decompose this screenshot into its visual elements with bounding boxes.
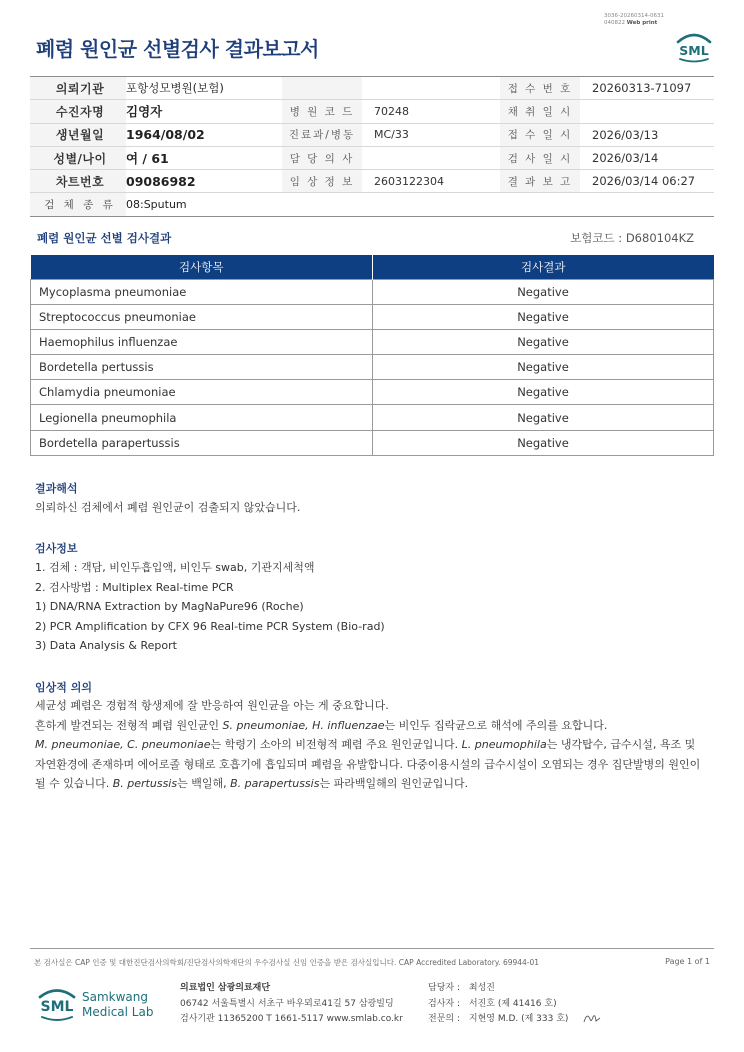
info-value: MC/33 (362, 123, 500, 146)
result-item: Bordetella pertussis (31, 355, 373, 380)
col-header-item: 검사항목 (31, 255, 373, 279)
info-value: 09086982 (126, 170, 282, 193)
results-table (30, 255, 714, 456)
result-value: Negative (373, 329, 714, 354)
test-info-heading: 검사정보 (35, 542, 78, 555)
test-info-lines (35, 558, 715, 656)
result-row (31, 329, 714, 354)
info-value (362, 146, 500, 169)
result-item: Mycoplasma pneumoniae (31, 279, 373, 304)
info-value: 2603122304 (362, 170, 500, 193)
test-info-line: 1) DNA/RNA Extraction by MagNaPure96 (Roche) (35, 600, 304, 614)
sml-logo (672, 26, 716, 64)
info-value (580, 100, 714, 123)
accreditation-note: 본 검사실은 CAP 인증 및 대한진단검사의학회/진단검사의학재단의 우수검사실 신임 인증을 받은 검사실입니다. CAP Accredited Laboratory. 69944-01 (34, 958, 540, 967)
results-section-title: 폐렴 원인균 선별 검사결과 (37, 231, 172, 245)
clinical-heading: 임상적 의의 (35, 681, 92, 694)
result-row (31, 355, 714, 380)
svg-text:Medical Lab: Medical Lab (82, 1005, 154, 1019)
info-label: 결 과 보 고 (500, 170, 580, 193)
col-header-result: 검사결과 (373, 255, 714, 279)
result-value: Negative (373, 304, 714, 329)
info-value: 2026/03/13 (580, 123, 714, 146)
info-value: 2026/03/14 06:27 (580, 170, 714, 193)
test-info-line: 2. 검사방법 : Multiplex Real-time PCR (35, 580, 234, 594)
staff-info: 담당자 : 최성진 검사자 : 서진호 (제 41416 호) 전문의 : 지현영 M.D. (제 333 호) (428, 983, 569, 1024)
info-value (362, 77, 500, 100)
info-value: 1964/08/02 (126, 123, 282, 146)
org-name: 의료법인 삼광의료재단 (180, 983, 271, 993)
staff-specialist: 지현영 M.D. (제 333 호) (468, 1014, 569, 1024)
result-row (31, 304, 714, 329)
staff-manager: 최성진 (468, 983, 495, 993)
clinical-text: 세균성 폐렴은 경험적 항생제에 잘 반응하여 원인균을 아는 게 중요합니다. 흔하게 발견되는 전형적 폐렴 원인균인 S. pneumoniae, H. influenzae는 비인두 집락균으로 해석에 주의를 요합니다. M. pneumoniae, C. pneumoniae는 학령기 소아의 비전형적 폐렴 주요 원인균입니다. L. pneumophila는 냉각탑수, 급수시설, 욕조 및 자연환경에 존재하며 에어로졸 형태로 호흡기에 흡입되며 폐렴을 유발합니다. 다중이용시설의 급수시설이 오염되는 경우 집단발병의 원인이 될 수 있습니다. B. pertussis는 백일해, B. parapertussis는 파라백일해의 원인균입니다. (35, 699, 701, 791)
org-address: 06742 서울특별시 서초구 바우뫼로41길 57 삼광빌딩 (180, 998, 394, 1009)
svg-text:SML: SML (40, 999, 74, 1015)
result-item: Bordetella parapertussis (31, 430, 373, 455)
result-value: Negative (373, 405, 714, 430)
info-label: 생년월일 (30, 123, 126, 146)
info-value: 포항성모병원(보험) (126, 77, 282, 100)
info-label: 의뢰기관 (30, 77, 126, 100)
signature-icon (582, 1010, 602, 1026)
test-info-line: 3) Data Analysis & Report (35, 639, 177, 653)
info-value: 20260313-71097 (580, 77, 714, 100)
specimen-row (30, 193, 714, 216)
result-row (31, 430, 714, 455)
print-id: 3036-20260314-0631 040822 Web print (604, 13, 664, 26)
result-row (31, 380, 714, 405)
insurance-code: 보험코드 : D680104KZ (570, 231, 694, 245)
info-label: 병 원 코 드 (282, 100, 362, 123)
interpretation-heading: 결과해석 (35, 482, 78, 495)
org-contact: 검사기관 11365200 T 1661-5117 www.smlab.co.kr (180, 1014, 403, 1024)
test-info-line: 1. 검체 : 객담, 비인두흡입액, 비인두 swab, 기관지세척액 (35, 561, 315, 574)
specimen-value: 08:Sputum (126, 193, 714, 216)
report-title: 폐렴 원인균 선별검사 결과보고서 (36, 37, 319, 61)
info-row (30, 100, 714, 123)
samkwang-logo (36, 980, 176, 1028)
result-value: Negative (373, 380, 714, 405)
result-value: Negative (373, 279, 714, 304)
info-label: 성별/나이 (30, 146, 126, 169)
info-label: 수진자명 (30, 100, 126, 123)
info-value: 김영자 (126, 100, 282, 123)
test-info-line: 2) PCR Amplification by CFX 96 Real-time PCR System (Bio-rad) (35, 619, 385, 633)
info-row (30, 146, 714, 169)
info-value: 2026/03/14 (580, 146, 714, 169)
org-info (180, 981, 403, 1028)
info-label (282, 77, 362, 100)
info-value: 70248 (362, 100, 500, 123)
result-row (31, 405, 714, 430)
info-label: 검 사 일 시 (500, 146, 580, 169)
info-row (30, 123, 714, 146)
patient-info-table (30, 76, 714, 217)
result-value: Negative (373, 355, 714, 380)
info-label: 차트번호 (30, 170, 126, 193)
result-item: Streptococcus pneumoniae (31, 304, 373, 329)
result-item: Haemophilus influenzae (31, 329, 373, 354)
info-row (30, 77, 714, 100)
specimen-label: 검 체 종 류 (30, 193, 126, 216)
page-number: Page 1 of 1 (665, 957, 710, 966)
info-label: 채 취 일 시 (500, 100, 580, 123)
info-label: 접 수 번 호 (500, 77, 580, 100)
staff-tester: 서진호 (제 41416 호) (468, 998, 557, 1009)
interpretation-text: 의뢰하신 검체에서 폐렴 원인균이 검출되지 않았습니다. (35, 501, 301, 514)
info-label: 접 수 일 시 (500, 123, 580, 146)
svg-text:SML: SML (679, 43, 709, 58)
info-value: 여 / 61 (126, 146, 282, 169)
info-row (30, 170, 714, 193)
footer-divider (30, 948, 714, 949)
info-label: 담 당 의 사 (282, 146, 362, 169)
result-row (31, 279, 714, 304)
svg-text:Samkwang: Samkwang (82, 990, 148, 1004)
info-label: 임 상 정 보 (282, 170, 362, 193)
result-item: Chlamydia pneumoniae (31, 380, 373, 405)
result-value: Negative (373, 430, 714, 455)
info-label: 진료과/병동 (282, 123, 362, 146)
result-item: Legionella pneumophila (31, 405, 373, 430)
